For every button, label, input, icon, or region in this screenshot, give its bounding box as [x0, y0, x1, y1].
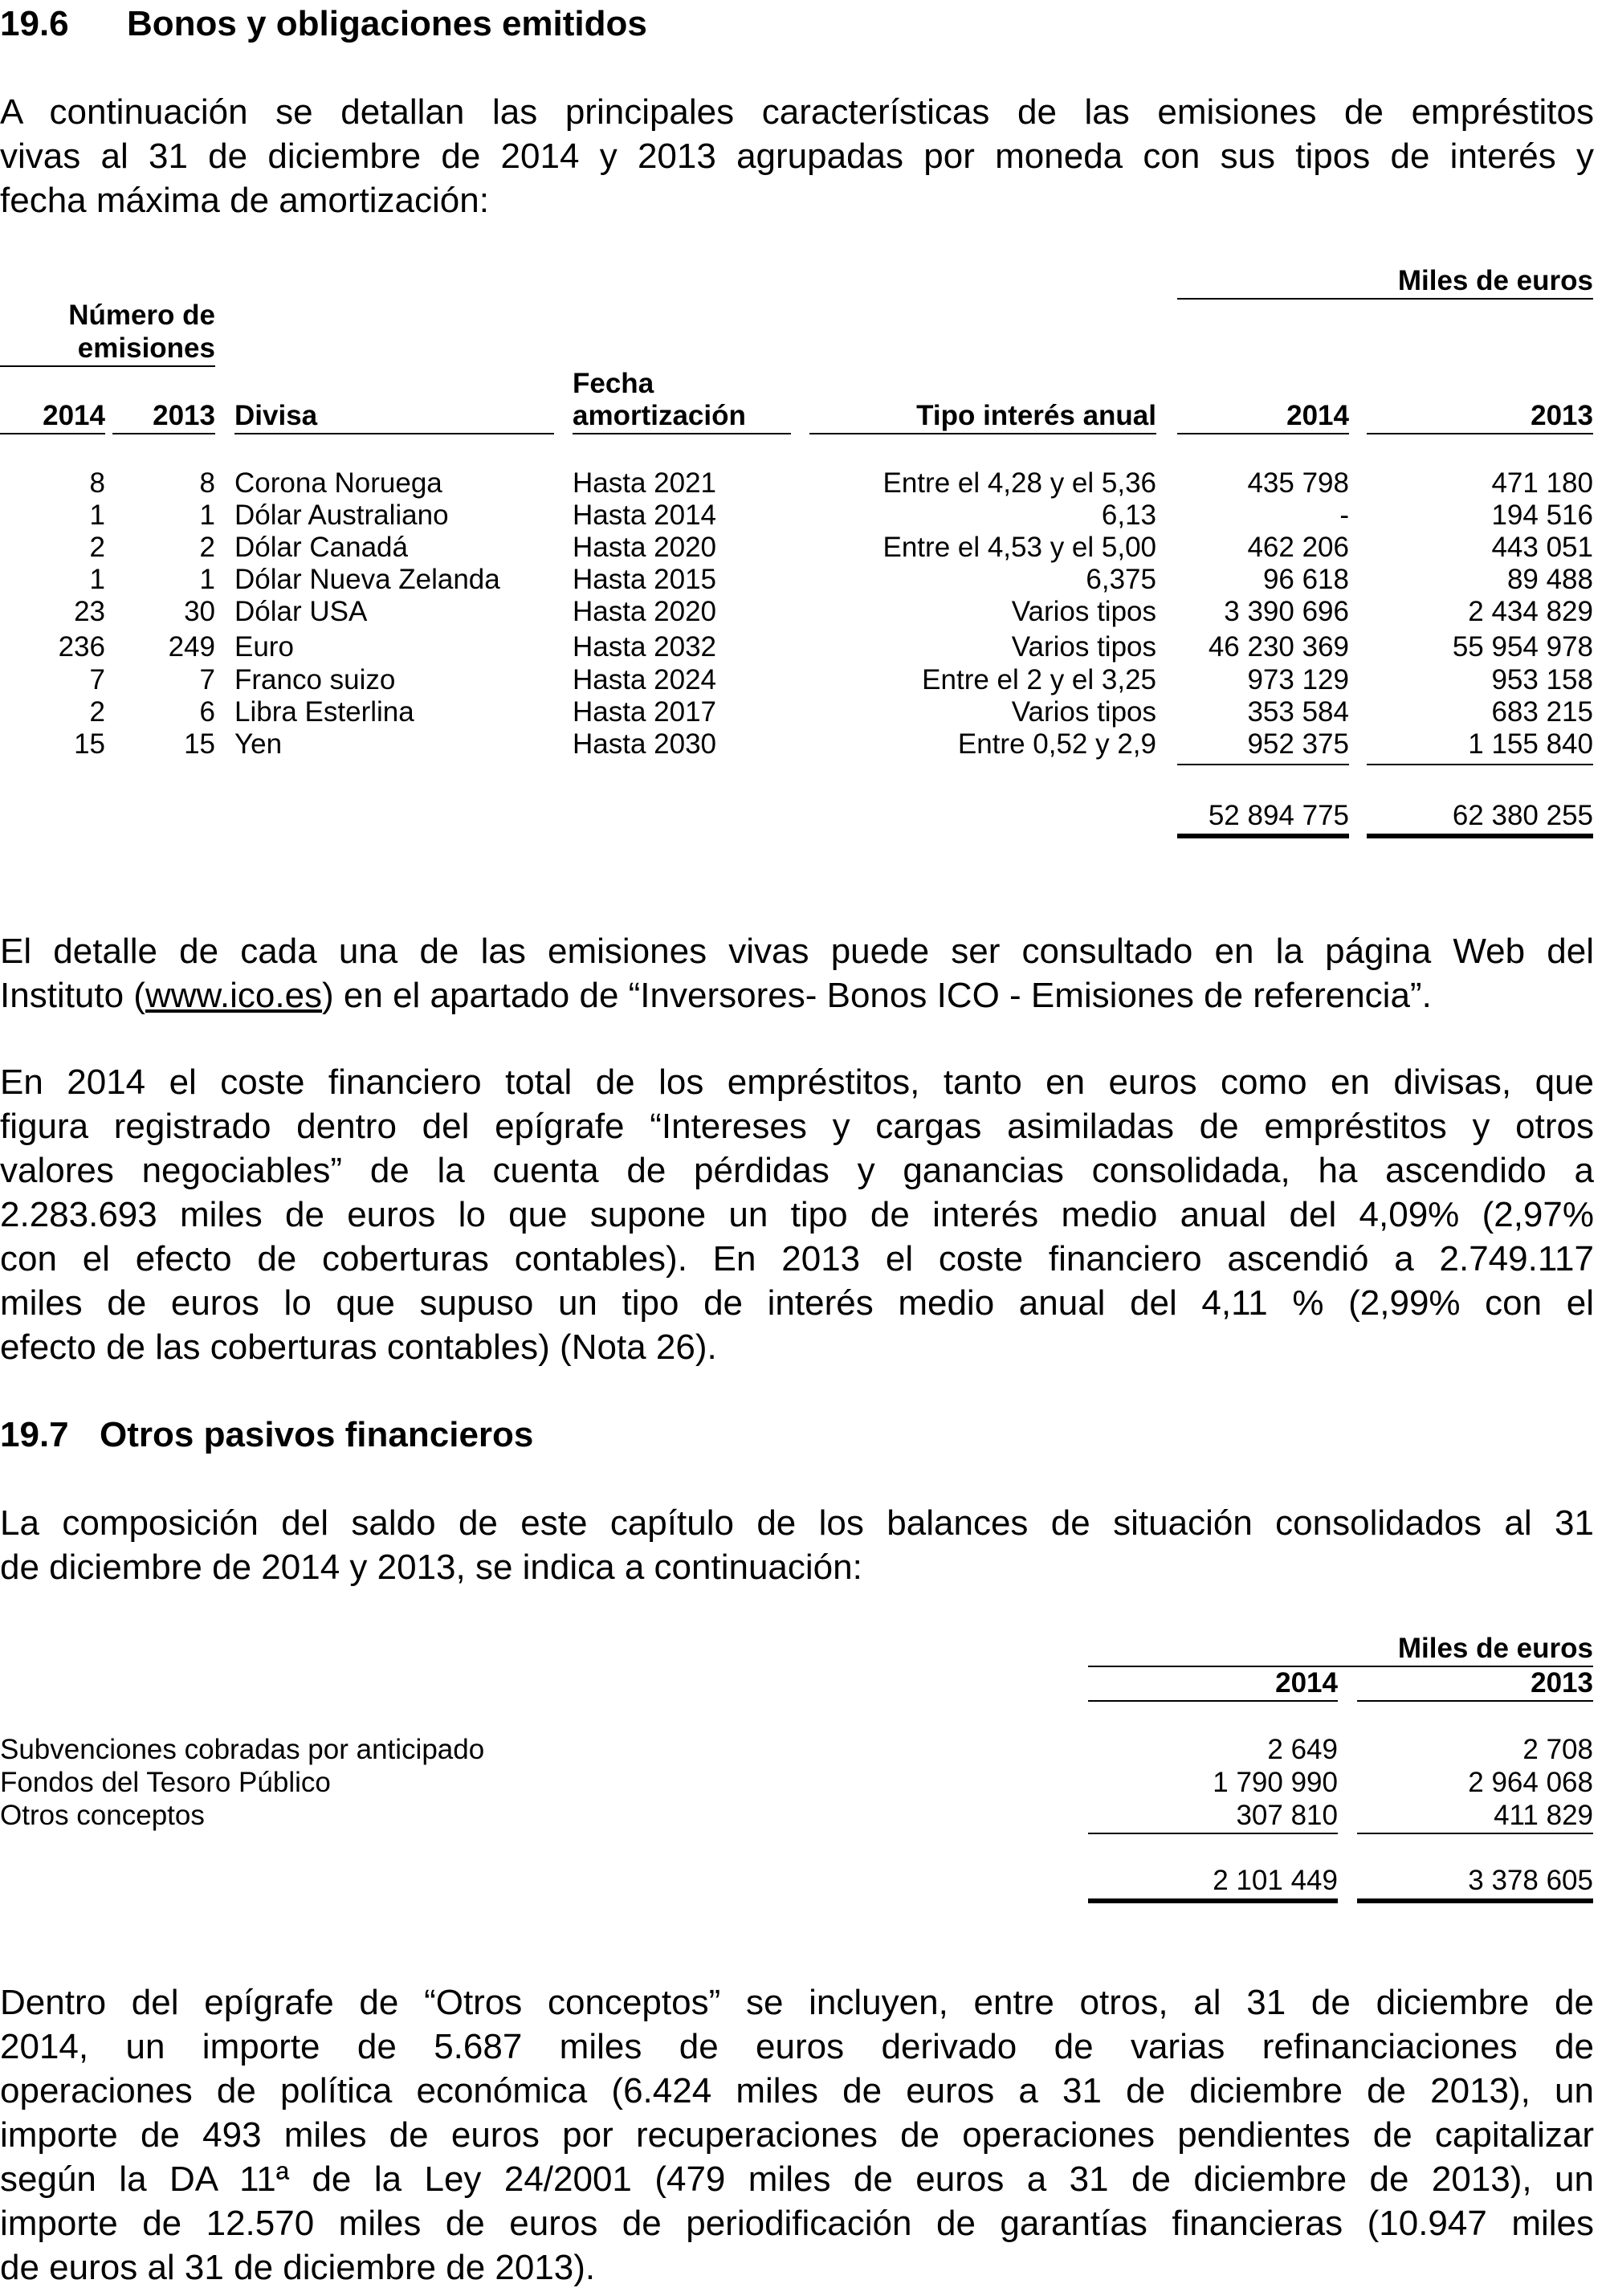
cell-fecha: Hasta 2014 — [573, 500, 717, 531]
cell-amount-2013: 55 954 978 — [1452, 631, 1593, 663]
section-title: Bonos y obligaciones emitidos — [127, 4, 647, 43]
cell-amount-2014: 3 390 696 — [1224, 596, 1349, 627]
header-rule — [1357, 1700, 1593, 1702]
cell-count-2014: 1 — [89, 500, 105, 531]
cell-fecha: Hasta 2021 — [573, 467, 717, 499]
group-header-miles-de-euros: Miles de euros — [1397, 1633, 1593, 1664]
cell-count-2013: 249 — [168, 631, 215, 663]
cell-amount-2014: 973 129 — [1247, 664, 1349, 695]
cell-count-2014: 7 — [89, 664, 105, 695]
cell-divisa: Franco suizo — [234, 664, 396, 695]
cell-amount-2013: 411 829 — [1494, 1800, 1593, 1831]
header-amount-2013: 2013 — [1531, 1667, 1593, 1699]
cell-amount-2014: 1 790 990 — [1213, 1767, 1338, 1798]
paragraph-line: miles de euros lo que supuso un tipo de interés medio anual del 4,11 % (2,99% con el — [0, 1283, 1594, 1323]
header-emisiones: emisiones — [77, 332, 215, 364]
section-heading-19-6 — [0, 2, 647, 47]
total-double-rule — [1088, 1898, 1338, 1903]
header-count-2014: 2014 — [43, 400, 105, 431]
cell-tipo: Entre el 4,28 y el 5,36 — [882, 467, 1156, 499]
cell-amount-2013: 443 051 — [1491, 532, 1593, 563]
cell-fecha: Hasta 2017 — [573, 696, 717, 728]
header-rule — [573, 433, 791, 434]
cell-amount-2014: 435 798 — [1247, 467, 1349, 499]
cell-divisa: Dólar Nueva Zelanda — [234, 564, 500, 595]
ico-website-link[interactable]: www.ico.es — [145, 976, 323, 1015]
paragraph-line: 2.283.693 miles de euros lo que supone un tipo de interés medio anual del 4,09% (2,97% — [0, 1195, 1594, 1234]
cell-count-2013: 6 — [199, 696, 215, 728]
total-double-rule — [1367, 834, 1593, 838]
cell-tipo: Entre el 2 y el 3,25 — [922, 664, 1156, 695]
paragraph-line: según la DA 11ª de la Ley 24/2001 (479 miles de euros a 31 de diciembre de 2013), un — [0, 2159, 1594, 2199]
header-amortizacion: amortización — [573, 400, 746, 431]
header-divisa: Divisa — [234, 400, 318, 431]
cell-count-2014: 2 — [89, 532, 105, 563]
header-rule — [1367, 433, 1593, 434]
section-number: 19.6 — [0, 4, 69, 43]
cell-fecha: Hasta 2020 — [573, 532, 717, 563]
cell-fecha: Hasta 2015 — [573, 564, 717, 595]
cell-count-2014: 8 — [89, 467, 105, 499]
cell-amount-2013: 194 516 — [1491, 500, 1593, 531]
cell-count-2013: 15 — [184, 728, 215, 760]
cell-count-2013: 1 — [199, 500, 215, 531]
cell-fecha: Hasta 2020 — [573, 596, 717, 627]
total-amount-2014: 2 101 449 — [1213, 1865, 1338, 1896]
total-amount-2014: 52 894 775 — [1208, 800, 1349, 831]
intro-paragraph-19-6 — [0, 90, 1594, 222]
cell-amount-2014: 353 584 — [1247, 696, 1349, 728]
header-amount-2014: 2014 — [1275, 1667, 1338, 1699]
cell-count-2013: 2 — [199, 532, 215, 563]
header-rule — [809, 433, 1156, 434]
cell-tipo: Varios tipos — [1011, 631, 1156, 663]
paragraph-line: En 2014 el coste financiero total de los empréstitos, tanto en euros como en divisas, que — [0, 1062, 1594, 1102]
header-amount-2014: 2014 — [1286, 400, 1349, 431]
header-count-2013: 2013 — [153, 400, 215, 431]
subtotal-rule — [1177, 764, 1349, 765]
paragraph-line: importe de 12.570 miles de euros de periodificación de garantías financieras (10.947 miles — [0, 2204, 1594, 2243]
cell-amount-2013: 89 488 — [1506, 564, 1593, 595]
section-heading-19-7 — [0, 1413, 533, 1458]
header-numero-de: Número de — [68, 300, 215, 331]
cell-tipo: Entre 0,52 y 2,9 — [957, 728, 1156, 760]
paragraph-line: vivas al 31 de diciembre de 2014 y 2013 agrupadas por moneda con sus tipos de interés y — [0, 137, 1594, 176]
cell-tipo: 6,13 — [1101, 500, 1156, 531]
subtotal-rule — [1367, 764, 1593, 765]
subtotal-rule — [1088, 1833, 1338, 1834]
cell-amount-2013: 953 158 — [1491, 664, 1593, 695]
cell-tipo: 6,375 — [1086, 564, 1156, 595]
cell-count-2013: 7 — [199, 664, 215, 695]
cell-amount-2013: 2 708 — [1522, 1734, 1593, 1765]
total-amount-2013: 62 380 255 — [1452, 800, 1593, 831]
cell-count-2014: 1 — [89, 564, 105, 595]
cell-count-2014: 23 — [74, 596, 105, 627]
cell-amount-2013: 471 180 — [1491, 467, 1593, 499]
paragraph-line: El detalle de cada una de las emisiones vivas puede ser consultado en la página Web del — [0, 932, 1594, 971]
cell-tipo: Varios tipos — [1011, 696, 1156, 728]
cell-tipo: Varios tipos — [1011, 596, 1156, 627]
cell-divisa: Yen — [234, 728, 283, 760]
group-header-miles-de-euros: Miles de euros — [1397, 265, 1593, 296]
paragraph-line: A continuación se detallan las principales características de las emisiones de empréstitos — [0, 92, 1594, 132]
cell-count-2013: 8 — [199, 467, 215, 499]
cell-count-2013: 30 — [184, 596, 215, 627]
cell-label: Subvenciones cobradas por anticipado — [0, 1734, 485, 1765]
header-amount-2013: 2013 — [1531, 400, 1593, 431]
cell-fecha: Hasta 2024 — [573, 664, 717, 695]
group-header-rule — [1177, 298, 1593, 300]
otros-conceptos-paragraph — [0, 1980, 1594, 2290]
financial-cost-paragraph — [0, 1060, 1594, 1369]
paragraph-line — [0, 973, 1594, 1017]
cell-count-2013: 1 — [199, 564, 215, 595]
cell-count-2014: 236 — [58, 631, 105, 663]
web-reference-paragraph — [0, 929, 1594, 1017]
header-rule — [1177, 433, 1349, 434]
paragraph-line: fecha máxima de amortización: — [0, 181, 489, 220]
cell-amount-2014: 96 618 — [1262, 564, 1349, 595]
paragraph-line: efecto de las coberturas contables) (Nota 26). — [0, 1327, 717, 1367]
cell-label: Otros conceptos — [0, 1800, 205, 1831]
cell-divisa: Euro — [234, 631, 294, 663]
header-rule — [0, 433, 105, 434]
paragraph-line: importe de 493 miles de euros por recuperaciones de operaciones pendientes de capitalizar — [0, 2115, 1594, 2155]
paragraph-line: 2014, un importe de 5.687 miles de euros derivado de varias refinanciaciones de — [0, 2027, 1594, 2066]
cell-fecha: Hasta 2032 — [573, 631, 717, 663]
text-fragment: ) en el apartado de “Inversores- Bonos ICO - Emisiones de referencia”. — [322, 976, 1432, 1015]
cell-divisa: Dólar Australiano — [234, 500, 449, 531]
total-amount-2013: 3 378 605 — [1468, 1865, 1593, 1896]
paragraph-line: de diciembre de 2014 y 2013, se indica a continuación: — [0, 1548, 862, 1587]
cell-amount-2014: 2 649 — [1267, 1734, 1338, 1765]
header-rule — [234, 433, 554, 434]
header-rule — [1088, 1700, 1338, 1702]
total-double-rule — [1177, 834, 1349, 838]
paragraph-line: La composición del saldo de este capítulo de los balances de situación consolidados al 31 — [0, 1503, 1594, 1543]
cell-divisa: Corona Noruega — [234, 467, 442, 499]
cell-divisa: Dólar Canadá — [234, 532, 408, 563]
cell-amount-2013: 2 964 068 — [1468, 1767, 1593, 1798]
cell-amount-2014: 46 230 369 — [1208, 631, 1349, 663]
cell-divisa: Dólar USA — [234, 596, 368, 627]
cell-amount-2013: 1 155 840 — [1468, 728, 1593, 760]
cell-divisa: Libra Esterlina — [234, 696, 414, 728]
cell-label: Fondos del Tesoro Público — [0, 1767, 331, 1798]
header-rule — [112, 433, 215, 434]
paragraph-line: operaciones de política económica (6.424 miles de euros a 31 de diciembre de 2013), un — [0, 2071, 1594, 2110]
paragraph-line: con el efecto de coberturas contables). En 2013 el coste financiero ascendió a 2.749.117 — [0, 1239, 1594, 1279]
cell-amount-2014: - — [1339, 500, 1349, 531]
cell-amount-2014: 462 206 — [1247, 532, 1349, 563]
paragraph-line: Dentro del epígrafe de “Otros conceptos” se incluyen, entre otros, al 31 de diciembre de — [0, 1983, 1594, 2022]
subtotal-rule — [1357, 1833, 1593, 1834]
cell-amount-2014: 952 375 — [1247, 728, 1349, 760]
cell-amount-2013: 683 215 — [1491, 696, 1593, 728]
paragraph-line: de euros al 31 de diciembre de 2013). — [0, 2248, 596, 2287]
header-tipo-interes: Tipo interés anual — [916, 400, 1156, 431]
paragraph-line: valores negociables” de la cuenta de pérdidas y ganancias consolidada, ha ascendido a — [0, 1151, 1594, 1190]
cell-tipo: Entre el 4,53 y el 5,00 — [882, 532, 1156, 563]
section-title: Otros pasivos financieros — [100, 1415, 534, 1454]
cell-fecha: Hasta 2030 — [573, 728, 717, 760]
cell-count-2014: 2 — [89, 696, 105, 728]
text-fragment: Instituto ( — [0, 976, 145, 1015]
intro-paragraph-19-7 — [0, 1501, 1594, 1589]
cell-amount-2014: 307 810 — [1236, 1800, 1338, 1831]
header-fecha: Fecha — [573, 368, 654, 399]
paragraph-line: figura registrado dentro del epígrafe “Intereses y cargas asimiladas de empréstitos y otros — [0, 1107, 1594, 1146]
numero-header-rule — [0, 365, 215, 367]
cell-count-2014: 15 — [74, 728, 105, 760]
cell-amount-2013: 2 434 829 — [1468, 596, 1593, 627]
total-double-rule — [1357, 1898, 1593, 1903]
section-number: 19.7 — [0, 1415, 69, 1454]
